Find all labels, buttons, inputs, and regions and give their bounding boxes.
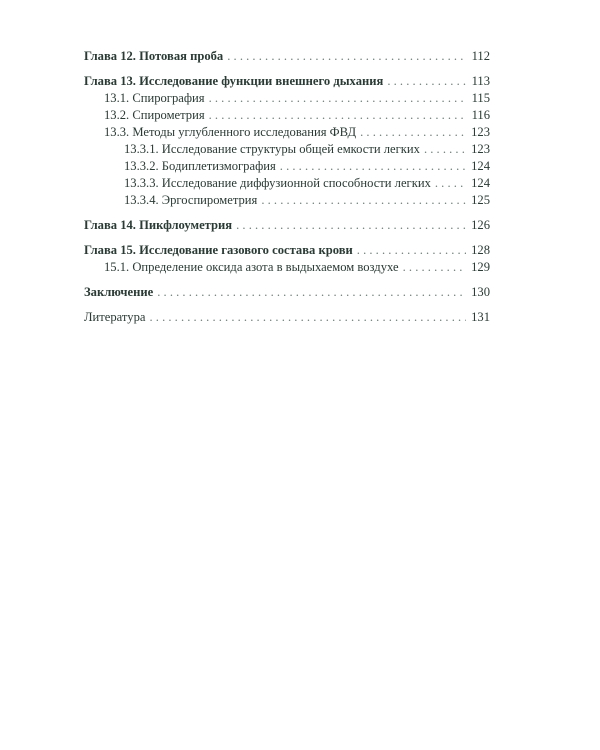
- toc-entry-title: 13.3. Методы углубленного исследования ФВД: [104, 125, 357, 139]
- toc-entry-references[interactable]: [84, 309, 490, 326]
- toc-entry-13-3-2[interactable]: [84, 158, 490, 175]
- toc-entry-page: 116: [471, 108, 490, 122]
- toc-entry-page: 112: [471, 49, 490, 63]
- toc-entry-title: Литература: [84, 310, 146, 324]
- toc-entry-13-3-3[interactable]: [84, 175, 490, 192]
- toc-entry-chapter-15[interactable]: [84, 242, 490, 259]
- toc-entry-title: Глава 12. Потовая проба: [84, 49, 224, 63]
- toc-entry-chapter-14[interactable]: [84, 217, 490, 234]
- toc-leader-dots: [261, 192, 466, 209]
- toc-entry-page: 115: [471, 91, 490, 105]
- toc-leader-dots: [357, 242, 466, 259]
- toc-entry-title: 13.3.1. Исследование структуры общей емкости легких: [124, 142, 420, 156]
- toc-leader-dots: [360, 124, 466, 141]
- toc-entry-title: 13.3.4. Эргоспирометрия: [124, 193, 258, 207]
- toc-entry-page: 124: [471, 176, 490, 190]
- toc-entry-title: 15.1. Определение оксида азота в выдыхаемом воздухе: [104, 260, 399, 274]
- toc-entry-page: 125: [471, 193, 490, 207]
- toc-entry-13-3-4[interactable]: [84, 192, 490, 209]
- toc-entry-chapter-13[interactable]: [84, 73, 490, 90]
- toc-leader-dots: [435, 175, 466, 192]
- toc-entry-13-2[interactable]: [84, 107, 490, 124]
- toc-entry-page: 130: [471, 285, 490, 299]
- toc-entry-page: 124: [471, 159, 490, 173]
- toc-entry-conclusion[interactable]: [84, 284, 490, 301]
- toc-entry-page: 129: [471, 260, 490, 274]
- toc-entry-title: Глава 15. Исследование газового состава крови: [84, 243, 353, 257]
- toc-leader-dots: [157, 284, 466, 301]
- toc-leader-dots: [387, 73, 466, 90]
- toc-entry-title: Заключение: [84, 285, 154, 299]
- toc-entry-15-1[interactable]: [84, 259, 490, 276]
- toc-entry-13-3-1[interactable]: [84, 141, 490, 158]
- toc-leader-dots: [227, 48, 466, 65]
- toc-entry-title: Глава 14. Пикфлоуметрия: [84, 218, 233, 232]
- toc-leader-dots: [403, 259, 466, 276]
- toc-entry-page: 123: [471, 125, 490, 139]
- toc-entry-title: 13.1. Спирография: [104, 91, 205, 105]
- toc-entry-page: 126: [471, 218, 490, 232]
- toc-leader-dots: [236, 217, 466, 234]
- toc-leader-dots: [424, 141, 466, 158]
- toc-entry-page: 113: [471, 74, 490, 88]
- toc-entry-page: 123: [471, 142, 490, 156]
- toc-entry-13-1[interactable]: [84, 90, 490, 107]
- toc-entry-title: 13.2. Спирометрия: [104, 108, 205, 122]
- toc-leader-dots: [280, 158, 466, 175]
- toc-leader-dots: [209, 107, 466, 124]
- toc-leader-dots: [209, 90, 466, 107]
- toc-entry-title: 13.3.3. Исследование диффузионной способности легких: [124, 176, 431, 190]
- toc-leader-dots: [149, 309, 466, 326]
- toc-entry-13-3[interactable]: [84, 124, 490, 141]
- toc-entry-chapter-12[interactable]: [84, 48, 490, 65]
- table-of-contents: [84, 48, 490, 326]
- toc-entry-page: 131: [471, 310, 490, 324]
- toc-entry-title: 13.3.2. Бодиплетизмография: [124, 159, 276, 173]
- toc-entry-title: Глава 13. Исследование функции внешнего дыхания: [84, 74, 384, 88]
- toc-entry-page: 128: [471, 243, 490, 257]
